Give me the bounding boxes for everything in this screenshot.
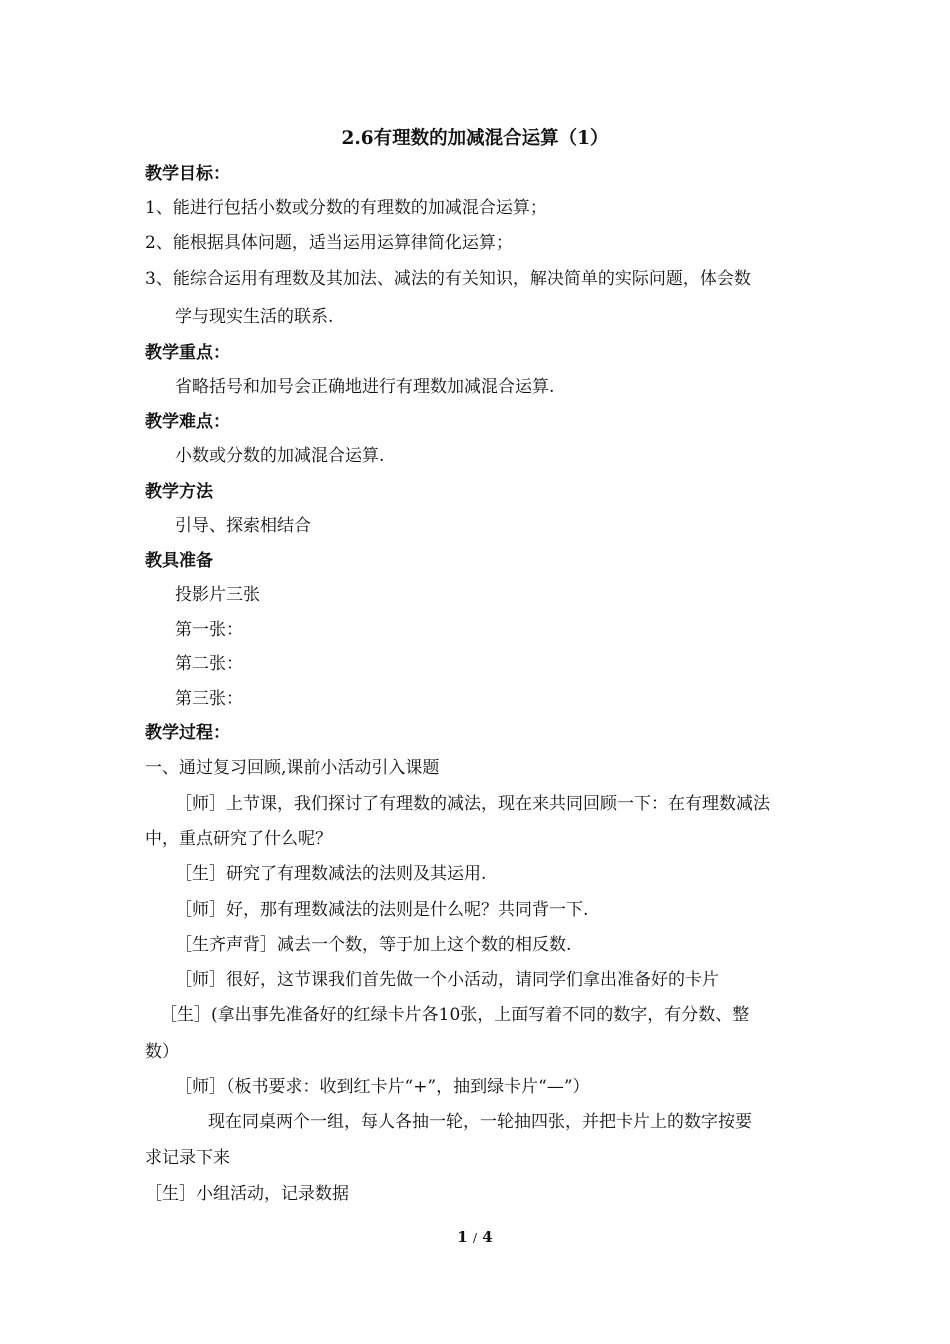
step-1: 一、通过复习回顾,课前小活动引入课题 [145,758,440,778]
dialogue-teacher-4: ［师］（板书要求：收到红卡片“+”，抽到绿卡片“—”） [175,1077,590,1097]
slide-1: 第一张： [175,620,243,640]
goal-item-3: 3、能综合运用有理数及其加法、减法的有关知识，解决简单的实际问题，体会数 [145,269,751,289]
page-current: 1 [457,1228,468,1246]
process-heading: 教学过程： [145,723,230,743]
page-title: 2.6有理数的加减混合运算（1） [341,128,609,149]
method-text: 引导、探索相结合 [175,516,311,536]
key-points-text: 省略括号和加号会正确地进行有理数加减混合运算. [175,377,555,397]
goals-heading: 教学目标： [145,164,230,184]
dialogue-student-1: ［生］研究了有理数减法的法则及其运用. [175,864,487,884]
goal-item-2: 2、能根据具体问题，适当运用运算律简化运算； [145,233,513,253]
dialogue-student-3: ［生］(拿出事先准备好的红绿卡片各10张，上面写着不同的数字，有分数、整 [160,1005,750,1025]
goal-item-1: 1、能进行包括小数或分数的有理数的加减混合运算； [145,198,547,218]
dialogue-student-4: ［生］小组活动，记录数据 [145,1184,349,1204]
dialogue-teacher-5-cont: 求记录下来 [145,1148,230,1168]
slide-3: 第三张： [175,689,243,709]
dialogue-teacher-1: ［师］上节课，我们探讨了有理数的减法，现在来共同回顾一下：在有理数减法 [175,794,770,814]
dialogue-teacher-5: 现在同桌两个一组，每人各抽一轮，一轮抽四张，并把卡片上的数字按要 [208,1112,752,1132]
dialogue-student-3-cont: 数） [145,1042,179,1062]
dialogue-teacher-2: ［师］好，那有理数减法的法则是什么呢？共同背一下. [175,900,589,920]
difficulty-heading: 教学难点： [145,412,230,432]
page-separator: / [472,1231,478,1245]
page-number [0,1228,950,1246]
dialogue-teacher-3: ［师］很好，这节课我们首先做一个小活动，请同学们拿出准备好的卡片 [175,970,719,990]
tools-heading: 教具准备 [145,551,213,571]
dialogue-teacher-1-cont: 中，重点研究了什么呢？ [145,829,332,849]
slide-2: 第二张： [175,654,243,674]
tools-text: 投影片三张 [175,585,260,605]
goal-item-3-cont: 学与现实生活的联系. [175,307,334,327]
dialogue-student-2: ［生齐声背］减去一个数，等于加上这个数的相反数. [175,935,572,955]
page-total: 4 [482,1228,493,1246]
key-points-heading: 教学重点： [145,343,230,363]
difficulty-text: 小数或分数的加减混合运算. [175,446,385,466]
method-heading: 教学方法 [145,482,213,502]
